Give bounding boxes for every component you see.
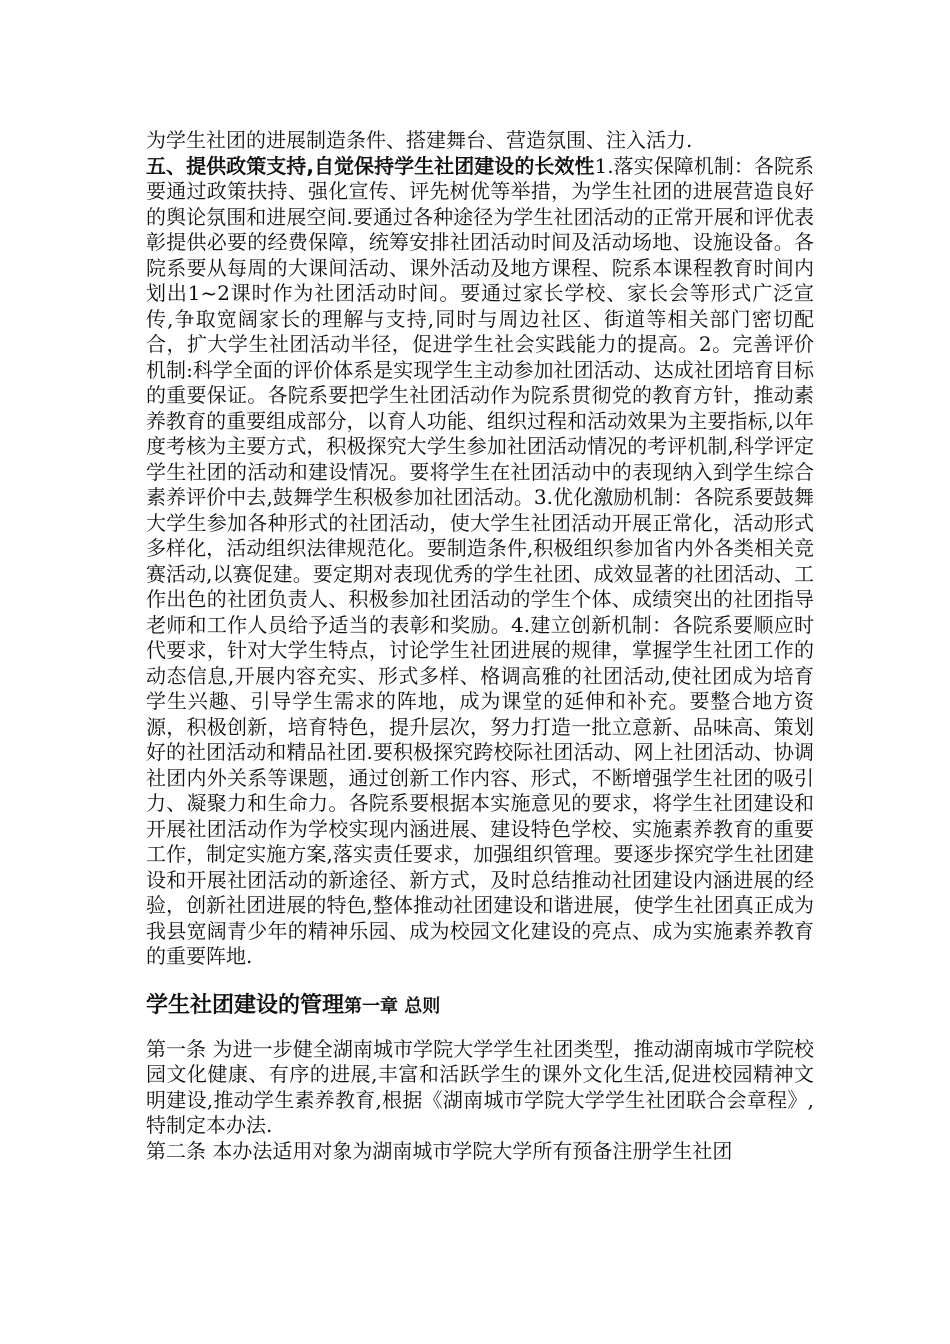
chapter-title: 学生社团建设的管理 [146,992,345,1018]
section-five-heading: 五、提供政策支持,自觉保持学生社团建设的长效性 [146,153,595,178]
article-two: 第二条 本办法适用对象为湖南城市学院大学所有预备注册学生社团 [146,1138,733,1163]
paragraph-section-five [146,154,814,970]
section-five-body: 1.落实保障机制：各院系要通过政策扶持、强化宣传、评先树优等举措，为学生社团的进展营造良好的舆论氛围和进展空间.要通过各种途径为学生社团活动的正常开展和评优表彰提供必要的经费保障，统筹安排社团活动时间及活动场地、设施设备。各院系要从每周的大课间活动、课外活动及地方课程、院系本课程教育时间内划出1~2课时作为社团活动时间。要通过家长学校、家长会等形式广泛宣传,争取宽阔家长的理解与支持,同时与周边社区、街道等相关部门密切配合，扩大学生社团活动半径，促进学生社会实践能力的提高。2。完善评价机制:科学全面的评价体系是实现学生主动参加社团活动、达成社团培育目标的重要保证。各院系要把学生社团活动作为院系贯彻党的教育方针，推动素养教育的重要组成部分，以育人功能、组织过程和活动效果为主要指标,以年度考核为主要方式，积极探究大学生参加社团活动情况的考评机制,科学评定学生社团的活动和建设情况。要将学生在社团活动中的表现纳入到学生综合素养评价中去,鼓舞学生积极参加社团活动。3.优化激励机制：各院系要鼓舞大学生参加各种形式的社团活动，使大学生社团活动开展正常化，活动形式多样化，活动组织法律规范化。要制造条件,积极组织参加省内外各类相关竞赛活动,以赛促建。要定期对表现优秀的学生社团、成效显著的社团活动、工作出色的社团负责人、积极参加社团活动的学生个体、成绩突出的社团指导老师和工作人员给予适当的表彰和奖励。4.建立创新机制：各院系要顺应时代要求，针对大学生特点，讨论学生社团进展的规律，掌握学生社团工作的动态信息,开展内容充实、形式多样、格调高雅的社团活动,使社团成为培育学生兴趣、引导学生需求的阵地，成为课堂的延伸和补充。要整合地方资源，积极创新，培育特色，提升层次，努力打造一批立意新、品味高、策划好的社团活动和精品社团.要积极探究跨校际社团活动、网上社团活动、协调社团内外关系等课题，通过创新工作内容、形式，不断增强学生社团的吸引力、凝聚力和生命力。各院系要根据本实施意见的要求，将学生社团建设和开展社团活动作为学校实现内涵进展、建设特色学校、实施素养教育的重要工作，制定实施方案,落实责任要求，加强组织管理。要逐步探究学生社团建设和开展社团活动的新途径、新方式，及时总结推动社团建设内涵进展的经验，创新社团进展的特色,整体推动社团建设和谐进展，使学生社团真正成为我县宽阔青少年的精神乐园、成为校园文化建设的亮点、成为实施素养教育的重要阵地. [146,153,814,968]
article-one: 第一条 为进一步健全湖南城市学院大学学生社团类型，推动湖南城市学院校园文化健康、有序的进展,丰富和活跃学生的课外文化生活,促进校园精神文明建设,推动学生素养教育,根据《湖南城市学院大学学生社团联合会章程》,特制定本办法. [146,1036,814,1137]
document-page [146,128,814,1164]
chapter-heading [146,992,814,1021]
paragraph-intro: 为学生社团的进展制造条件、搭建舞台、营造氛围、注入活力. [146,128,693,152]
chapter-subtitle: 第一章 总则 [344,995,441,1017]
